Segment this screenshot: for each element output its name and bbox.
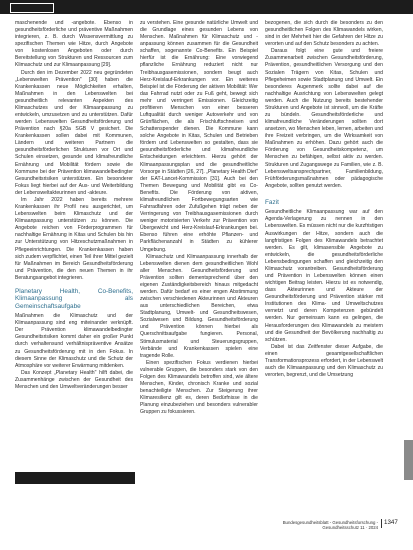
paragraph: maschenende und -angebote. Ebenso in gesundheitsförderliche und präventive Maßnahmen integrieren, z. B. durch Wissensvermittlung zu spezifischen Themen wie Hitze, durch Angebote von kostenlosen Angeboten oder durch Bereitstellung von Strukturen und Ressourcen zum Klimaschutz und zur Klimaanpassung [29].: [15, 20, 133, 69]
section-heading: Planetary Health, Co-Benefits, Klimaanpassung als Gemeinschaftsaufgabe: [15, 287, 133, 310]
paragraph: Einen spezifischen Fokus verdienen hierbei vulnerable Gruppen, die besonders stark von den Folgen des Klimawandels betroffen sind, wie ältere Menschen, Kinder, chronisch Kranke und sozial benachteiligte Menschen. Zur Steigerung ihrer Klimaresilienz gilt es, deren Bedürfnisse in die Planung einzubeziehen und besonders vulnerabler Gruppen zu fokussieren.: [140, 359, 258, 416]
section-heading-fazit: Fazit: [265, 198, 279, 206]
paragraph: Klimaschutz und Klimaanpassung innerhalb der Lebenswelten dienen dem gesundheitlichen Wohl aller Menschen. Gesundheitsförderung und Prävention sollten dementsprechend über den eigenen Zuständigkeitsbereich hinaus mitgedacht werden. Dafür bedarf es einer engen Abstimmung zwischen verschiedenen Akteurinnen und Akteuren aus unterschiedlichen Bereichen, etwa Stadtplanung, Umwelt- und Gesundheitswesen, Sozialwesen und Bildung. Gesundheitsförderung und Prävention können hierbei als Querschnittsaufgabe fungieren. Personal, Stimulusmaterial und Steuerungsgruppen, Verbände und Krankenkassen spielen eine tragende Rolle.: [140, 253, 258, 359]
paragraph: Maßnahmen die Klimaschutz und der Klimaanpassung sind eng miteinander verknüpft. Der Prävention klimawandelbedingter Gesundheitsrisiken kommt daher ein großer Punkt durch verhaltensund verhältnispräventive Ansätze zu Gesundheitsförderung mit in den Fokus. In diesem Sinne der Klimaschutz und die Schutz der Atmosphäre vor weiterer Erwärmung mitdenken.: [15, 313, 133, 369]
column-2: [140, 20, 258, 416]
paragraph: zu verstehen. Eine gesunde natürliche Umwelt und die Grundlage eines gesunden Lebens von Menschen. Maßnahmen für Klimaschutz und -anpassung können zusammen für die Gesundheit schaffen, sogenannte Co-Benefits. Ein Beispiel hierfür ist die Ernährung: Eine vorwiegend pflanzliche Ernährung reduziert nicht nur Treibhausgasemissionen, sondern beugt auch Herz-Kreislauf-Erkrankungen vor. Ein weiteres Beispiel ist die Förderung der aktiven Mobilität: Wer das Fahrrad nutzt oder zu Fuß geht, bewegt sich mehr und verringert Emissionen. Gleichzeitig profitieren Menschen von einer besseren Luftqualität durch weniger Autoverkehr und von Grünflächen, die als Frischluftschneisen und Schattenspender dienen. Die Kommune kann solche Angebote in Kitas, Schulen und Betrieben fördern und Lebenswelten so gestalten, dass sie gesundheitsförderliche und klimafreundliche Entscheidungen erleichtern. Hierzu gehört der Klimaanpassungsplan und die gesundheitliche Vorsorge in Städten [26, 27]. „Planetary Health Diet" der EAT-Lancet-Kommission [31]. Auch bei den Themen Bewegung und Mobilität gibt es Co-Benefits. Die Förderung von aktiven, klimafreundlichen Fortbewegungsarten wie Fahrradfahren oder Zufußgehen trägt neben der Verringerung von Treibhausgasemissionen durch weniger motorisierten Verkehr zur Prävention von Übergewicht und Herz-Kreislauf-Erkrankungen bei. Ebenso führen eine erhöhte Pflanzen- und Parkflächenanzahl in Städten zu kühlerer Umgebung.: [140, 20, 258, 253]
paragraph: Durch den im Dezember 2022 neu gegründeten „Lebenswelten Prävention" [30] haben die Krankenkassen neue Möglichkeiten erhalten, Maßnahmen in den Lebenswelten bei gesundheitlich relevanten Aspekten des Klimaschutzes und der Klimaanpassung zu entwickeln, umzusetzen und zu unterstützen. Dafür werden Lebenswelten Gesundheitsförderung und Prävention nach §20a SGB V gesichert. Die Krankenkassen sollen dabei mit Kommunen, Ländern und weiteren Partnern die gesundheitsförderlichen Strukturen vor Ort und Schulen einsetzen, gesunde und klimafreundliche Ernährung und Mobilität fördern sowie die Kommune bei der Prävention klimawandelbedingter Gesundheitsrisiken unterstützen. Ein besonderer Fokus liegt hierbei auf der Aus- und Weiterbildung der Lebensweltakteurinnen und -akteure.: [15, 69, 133, 196]
paragraph: Dabei ist das Zeitfenster dieser Aufgabe, die einen gesamtgesellschaftlichen Transformationsprozess erfordert, in der Lebenswelt auch die Klimaanpassung und den Klimaschutz zu verorten, begrenzt, und die Umsetzung: [265, 343, 383, 379]
header-bar: [0, 0, 413, 14]
decorative-bar: [15, 472, 135, 484]
paragraph: Gesundheitliche Klimaanpassung war auf den Agenda-Verlagerung zu nennen in den Lebenswelten. Es müssen nicht nur die kurzfristigen Auswirkungen der Hitze, sondern auch die langfristigen Folgen des Klimawandels betrachtet werden. Es gilt, klimasensible Angebote zu entwickeln, die gesundheitsförderliche Lebensbedingungen schaffen und gleichzeitig den Klimaschutz vorantreiben. Gesundheitsförderung und Prävention in Lebenswelten können einen wichtigen Beitrag leisten. Hierzu ist es notwendig, dass Akteurinnen und Akteure der Gesundheitsförderung und Prävention stärker mit Institutionen des Klima- und Umweltschutzes vernetzt und deren Kompetenzen gebündelt werden. Nur gemeinsam kann es gelingen, die Herausforderungen des Klimawandels zu meistern und die Gesundheit der Bevölkerung nachhaltig zu schützen.: [265, 209, 383, 343]
column-3: [265, 20, 383, 379]
page-footer: [0, 519, 413, 531]
paragraph: Daraus folgt eine gute und freiere Zusammenarbeit zwischen Gesundheitsförderung, Prävention, gesundheitlichen Versorgung und den Sozialen Trägern von Kitas, Schulen und Pflegeheimen sowie Stadtplanung und Umwelt. Ein besonderes Augenmerk sollte dabei auf die nachhaltige Ausrichtung von Lebenswelten gelegt werden. Auch die Nutzung bereits bestehender Strukturen und Angebote ist sinnvoll, um die Kräfte zu bündeln. Gesundheitsförderliche und klimafreundliche Veränderungen sollten dort ansetzen, wo Menschen leben, lernen, arbeiten und ihre Freizeit verbringen, um die Wirksamkeit von Maßnahmen zu erhöhen. Dazu gehört auch die Förderung von Gesundheitskompetenz, um Menschen zu befähigen, selbst aktiv zu werden. Strukturen und Zugangswege zu Familien, wie z. B. Lebensweltsansprechpartner, Familienbildung, Frühförderungsmaßnahmen oder pädagogische Angebote, sollten genutzt werden.: [265, 48, 383, 189]
journal-citation: Bundesgesundheitsblatt - Gesundheitsforschung - Gesundheitsschutz 11 · 2024: [282, 520, 378, 530]
footer-divider: [381, 519, 382, 528]
page-number: 1347: [384, 519, 398, 526]
header-logo-box: [10, 3, 54, 13]
paragraph: Das Konzept „Planetary Health" hilft dabei, die Zusammenhänge zwischen der Gesundheit des Menschen und den Umweltveränderungen besser: [15, 369, 133, 390]
paragraph: bezogenen, die sich durch die besonders zu den gesundheitlichen Folgen des Klimawandels wirken, sind in der Mehrheit hier die Gefahren der Hitze zu verorten und auf den Schutz besonders zu achten.: [265, 20, 383, 48]
side-tab: [404, 440, 413, 480]
column-1: [15, 20, 133, 391]
paragraph: Im Jahr 2022 haben bereits mehrere Krankenkassen ihr Profil neu ausgerichtet, um Lebenswelten beim Klimaschutz und der Klimaanpassung unterstützen zu können. Die Angebote reichen von Förderprogrammen für nachhaltige Ernährung in Kitas und Schulen bis hin zur Unterstützung von Hitzeschutzmaßnahmen in Pflegeeinrichtungen. Die Krankenkassen haben sich zudem verpflichtet, einen Teil ihrer Mittel gezielt für Maßnahmen im Bereich Gesundheitsförderung und Prävention, die den neuen Themen in ihr Beratungsangebot integrieren.: [15, 196, 133, 281]
